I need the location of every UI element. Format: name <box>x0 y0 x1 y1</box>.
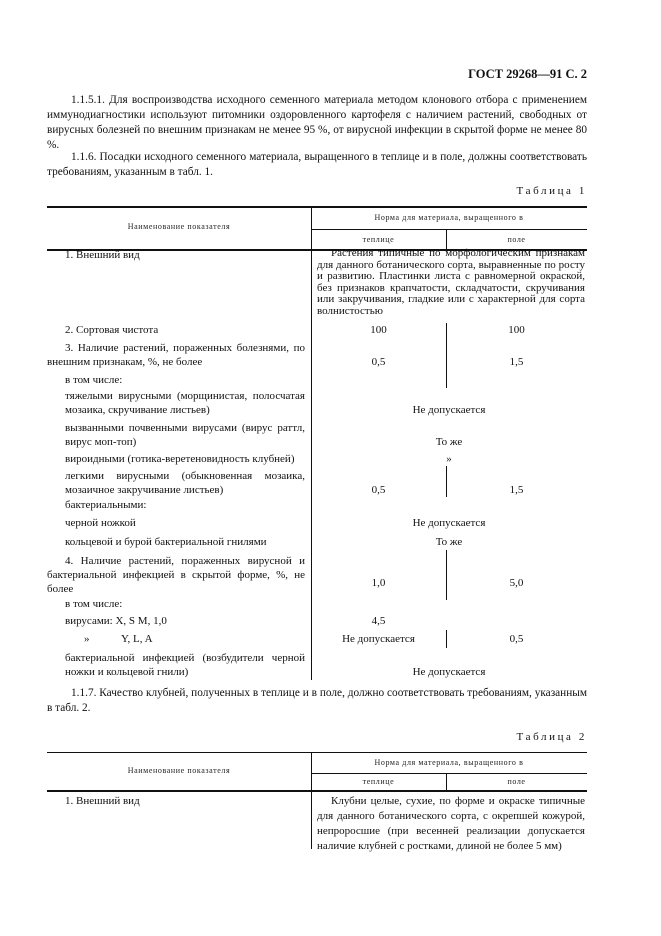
table-rule <box>311 229 587 230</box>
value-field: 1,5 <box>509 484 524 496</box>
row-name: кольцевой и бурой бактериальной гнилями <box>65 536 267 548</box>
row-name: легкими вирусными (обыкновенная мозаика, мозаичное закручивание листьев) <box>65 470 305 496</box>
value-merged: Не допускается <box>412 404 486 416</box>
header-indicator-name: Наименование показателя <box>127 766 231 775</box>
value-greenhouse: 0,5 <box>371 356 386 368</box>
row-name: 1. Внешний вид <box>65 795 140 807</box>
value-merged: То же <box>435 536 463 548</box>
row-name: 2. Сортовая чистота <box>65 324 159 336</box>
value-merged: Не допускается <box>412 517 486 529</box>
table-rule <box>47 206 587 208</box>
row-name: бактериальной инфекцией (возбудители черной ножки и кольцевой гнили) <box>65 652 305 678</box>
header-norm: Норма для материала, выращенного в <box>374 213 524 222</box>
row-name: в том числе: <box>65 598 123 610</box>
value-greenhouse: Не допускается <box>342 633 415 645</box>
row-name: в том числе: <box>65 374 123 386</box>
value-field: 1,5 <box>509 356 524 368</box>
value-field: 100 <box>508 324 525 336</box>
row-name: 1. Внешний вид <box>65 249 140 261</box>
value-greenhouse: 1,0 <box>371 577 386 589</box>
row-name: 3. Наличие растений, пораженных болезнями, по внешним признакам, %, не более <box>47 342 305 368</box>
table-1-caption: Таблица 1 <box>516 185 587 197</box>
row-name: тяжелыми вирусными (морщинистая, полосчатая мозаика, скручивание листьев) <box>65 390 305 416</box>
paragraph-1-1-7: 1.1.7. Качество клубней, полученных в теплице и в поле, должно соответствовать требованиям, указанным в табл. 2. <box>47 687 587 714</box>
row-value-merged: Клубни целые, сухие, по форме и окраске типичные для данного ботанического сорта, с окрепшей кожурой, непроросшие (при весенней реализации допускается наличие клубней с ростками, длиной не более 5 мм) <box>317 795 585 852</box>
column-divider <box>446 550 447 600</box>
row-name: 4. Наличие растений, пораженных вирусной и бактериальной инфекцией в скрытой форме, %, не более <box>47 555 305 595</box>
value-greenhouse: 4,5 <box>371 615 386 627</box>
paragraph-1-1-5-1: 1.1.5.1. Для воспроизводства исходного семенного материала методом клонового отбора с применением иммунодиагностики используют питомники оздоровленного картофеля с наличием растений, свободных от вирусных болезней по внешним признакам не менее 95 %, от вирусной инфекции в скрытой форме не менее 80 %. <box>47 94 587 151</box>
header-indicator-name: Наименование показателя <box>127 222 231 231</box>
value-merged: То же <box>435 436 463 448</box>
value-merged: » <box>446 453 452 465</box>
table-rule <box>47 752 587 753</box>
row-name: Y, L, A <box>121 633 153 645</box>
row-name: вызванными почвенными вирусами (вирус раттл, вирус моп-топ) <box>65 422 305 448</box>
ditto-mark: » <box>84 633 90 645</box>
header-greenhouse: теплице <box>362 777 395 786</box>
row-name: черной ножкой <box>65 517 136 529</box>
header-field: поле <box>507 777 526 786</box>
paragraph-1-1-6: 1.1.6. Посадки исходного семенного материала, выращенного в теплице и в поле, должны соответствовать требованиям, указанным в табл. 1. <box>47 151 587 178</box>
row-name: бактериальными: <box>65 499 147 511</box>
value-field: 0,5 <box>509 633 524 645</box>
value-merged: Не допускается <box>412 666 486 678</box>
document-header: ГОСТ 29268—91 С. 2 <box>468 67 587 81</box>
table-2-caption: Таблица 2 <box>516 731 587 743</box>
header-norm: Норма для материала, выращенного в <box>374 758 524 767</box>
header-field: поле <box>507 235 526 244</box>
value-greenhouse: 0,5 <box>371 484 386 496</box>
row-name: вироидными (готика-веретеновидность клубней) <box>65 453 295 465</box>
header-greenhouse: теплице <box>362 235 395 244</box>
table-rule <box>311 773 587 774</box>
value-greenhouse: 100 <box>370 324 387 336</box>
table-rule <box>47 790 587 792</box>
row-value-merged: Растения типичные по морфологическим признакам для данного ботанического сорта, выравненные по росту и развитию. Пластинки листа с равномерной окраской, без признаков крапчатости, складчатости, скручивания или закручивания, гладкие или с характерной для сорта волнистостью <box>317 247 585 317</box>
row-name: вирусами: X, S M, 1,0 <box>65 615 167 627</box>
value-field: 5,0 <box>509 577 524 589</box>
